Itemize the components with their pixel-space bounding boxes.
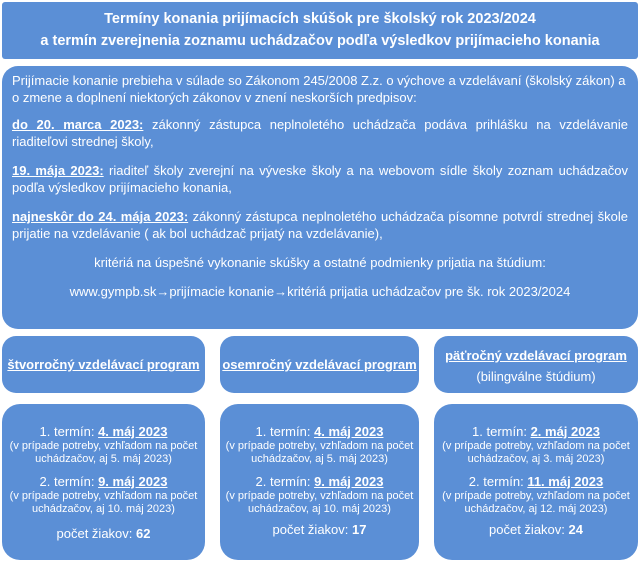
deadline-text: zákonný zástupca neplnoletého uchádzača písomne potvrdí strednej škole prijatie na vzdelávanie ( ak bol uchádzač prijatý na vzdelávanie), [12,209,628,241]
term-date: 11. máj 2023 [527,474,604,489]
term-date: 4. máj 2023 [314,424,384,439]
count-label: počet žiakov: [489,522,569,537]
intro-text: Prijímacie konanie prebieha v súlade so Zákonom 245/2008 Z.z. o výchove a vzdelávaní (školský zákon) a o zmene a doplnení niektorých zákonov v znení neskorších predpisov: [12,73,626,105]
criteria-path: www.gympb.sk→prijímacie konanie→kritériá prijatia uchádzačov pre šk. rok 2023/2024 [69,284,571,299]
count-value: 17 [352,522,367,537]
count-label: počet žiakov: [56,526,137,541]
page-title-line1: Termíny konania prijímacích skúšok pre školský rok 2023/2024 [104,11,536,27]
program-name: osemročný vzdelávací program [222,357,417,372]
program-name: päťročný vzdelávací program [445,348,627,363]
program-detail-4year [2,404,205,560]
deadline-date: do 20. marca 2023: [12,117,144,132]
term-date: 2. máj 2023 [530,424,600,439]
term-1 [2,424,205,440]
count-value: 24 [568,522,583,537]
term-date: 9. máj 2023 [98,474,168,489]
term-label: 2. termín: [255,474,315,489]
deadline-date: 19. mája 2023: [12,163,104,178]
program-subtitle: (bilingválne štúdium) [476,369,596,384]
page-title-line2: a termín zverejnenia zoznamu uchádzačov podľa výsledkov prijímacieho konania [40,33,600,49]
term-note: (v prípade potreby, vzhľadom na počet uchádzačov, aj 3. máj 2023) [442,440,630,465]
deadline-item [12,116,628,150]
page-title-box [2,2,638,59]
term-2 [220,474,419,490]
student-count [220,522,419,538]
deadline-text: riaditeľ školy zverejní na výveske školy a na webovom sídle školy zoznam uchádzačov podľa výsledkov prijímacieho konania, [12,163,628,195]
criteria-text: kritériá na úspešné vykonanie skúšky a ostatné podmienky prijatia na štúdium: [94,255,546,270]
program-header-4year [2,336,205,393]
term-label: 2. termín: [468,474,528,489]
term-1 [220,424,419,440]
deadline-item [12,208,628,242]
term-note: (v prípade potreby, vzhľadom na počet uchádzačov, aj 5. máj 2023) [225,440,414,465]
term-note: (v prípade potreby, vzhľadom na počet uchádzačov, aj 10. máj 2023) [9,490,198,515]
term-label: 1. termín: [255,424,315,439]
info-box [2,66,638,329]
term-2 [2,474,205,490]
deadline-item [12,162,628,196]
program-name: štvorročný vzdelávací program [7,357,200,372]
student-count [2,526,205,542]
term-label: 1. termín: [39,424,99,439]
term-label: 1. termín: [472,424,531,439]
count-value: 62 [136,526,151,541]
count-label: počet žiakov: [272,522,353,537]
deadline-text: zákonný zástupca neplnoletého uchádzača podáva prihlášku na vzdelávanie riaditeľovi strednej školy, [12,117,628,149]
term-note: (v prípade potreby, vzhľadom na počet uchádzačov, aj 12. máj 2023) [442,490,630,515]
term-note: (v prípade potreby, vzhľadom na počet uchádzačov, aj 10. máj 2023) [225,490,414,515]
term-2 [434,474,638,490]
term-date: 9. máj 2023 [314,474,384,489]
term-note: (v prípade potreby, vzhľadom na počet uchádzačov, aj 5. máj 2023) [9,440,198,465]
student-count [434,522,638,538]
program-detail-5year [434,404,638,560]
program-detail-8year [220,404,419,560]
term-1 [434,424,638,440]
term-date: 4. máj 2023 [98,424,168,439]
deadline-date: najneskôr do 24. mája 2023: [12,209,189,224]
program-header-8year [220,336,419,393]
program-header-5year [434,336,638,393]
term-label: 2. termín: [39,474,99,489]
